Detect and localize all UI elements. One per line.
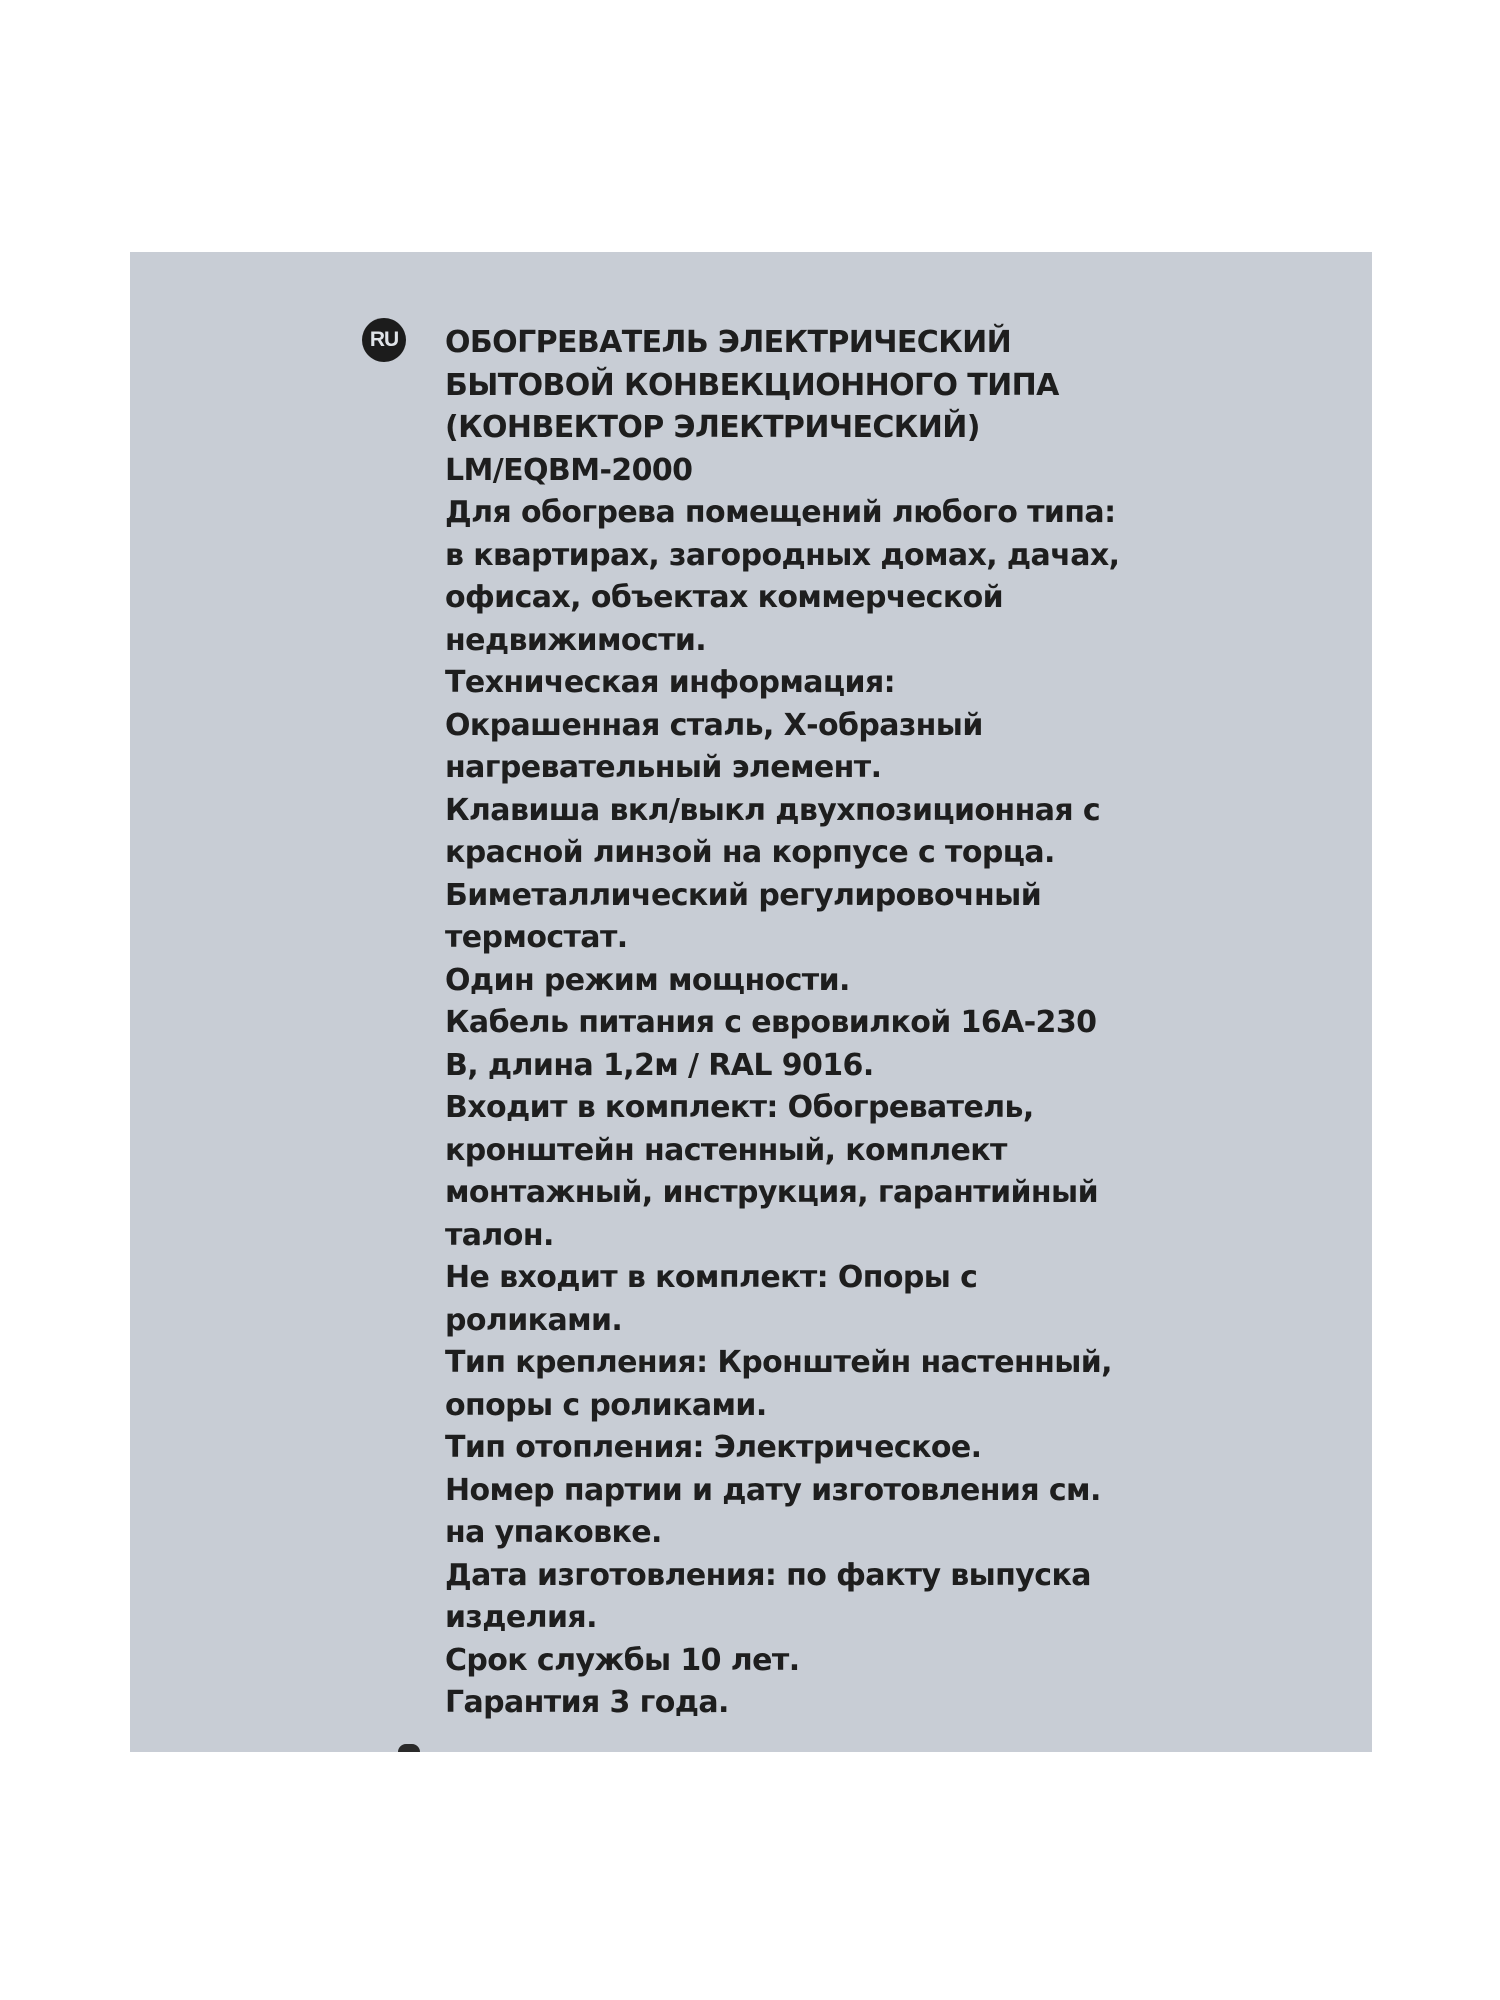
body-line: нагревательный элемент. (445, 750, 882, 785)
body-line: Техническая информация: (445, 665, 896, 700)
body-line: Гарантия 3 года. (445, 1685, 729, 1720)
title-line: ОБОГРЕВАТЕЛЬ ЭЛЕКТРИЧЕСКИЙ (445, 325, 1012, 360)
ru-language-badge: RU (362, 318, 406, 362)
body-line: Биметаллический регулировочный (445, 877, 1042, 913)
body-line: Тип крепления: Кронштейн настенный, (445, 1345, 1112, 1380)
body-line: Тип отопления: Электрическое. (445, 1430, 982, 1465)
body-line: талон. (445, 1217, 554, 1253)
product-description (445, 322, 1245, 1725)
body-line: Клавиша вкл/выкл двухпозиционная с (445, 792, 1101, 828)
body-line: Окрашенная сталь, Х-образный (445, 707, 983, 743)
body-line: Для обогрева помещений любого типа: (445, 495, 1116, 530)
body-line: красной линзой на корпусе с торца. (445, 835, 1055, 870)
title-line: (КОНВЕКТОР ЭЛЕКТРИЧЕСКИЙ) (445, 410, 980, 445)
body-line: офисах, объектах коммерческой (445, 580, 1004, 615)
body-line: Дата изготовления: по факту выпуска (445, 1557, 1091, 1593)
body-line: на упаковке. (445, 1515, 662, 1550)
body-line: В, длина 1,2м / RAL 9016. (445, 1047, 874, 1083)
body-line: Один режим мощности. (445, 962, 850, 998)
body-line: термостат. (445, 920, 628, 955)
body-line: в квартирах, загородных домах, дачах, (445, 537, 1120, 573)
model-number: LM/EQBM-2000 (445, 452, 693, 488)
partial-icon-edge (398, 1744, 420, 1752)
body-line: роликами. (445, 1302, 623, 1338)
body-line: недвижимости. (445, 622, 707, 658)
body-line: кронштейн настенный, комплект (445, 1132, 1007, 1168)
body-line: Кабель питания с евровилкой 16А-230 (445, 1005, 1097, 1040)
body-line: опоры с роликами. (445, 1387, 767, 1423)
body-line: Не входит в комплект: Опоры с (445, 1260, 978, 1295)
body-line: Входит в комплект: Обогреватель, (445, 1090, 1034, 1125)
body-line: изделия. (445, 1600, 597, 1635)
body-line: монтажный, инструкция, гарантийный (445, 1175, 1099, 1210)
description-body (445, 492, 1245, 1725)
title-line: БЫТОВОЙ КОНВЕКЦИОННОГО ТИПА (445, 367, 1059, 403)
body-line: Срок службы 10 лет. (445, 1642, 800, 1678)
body-line: Номер партии и дату изготовления см. (445, 1472, 1101, 1508)
product-title (445, 322, 1245, 492)
